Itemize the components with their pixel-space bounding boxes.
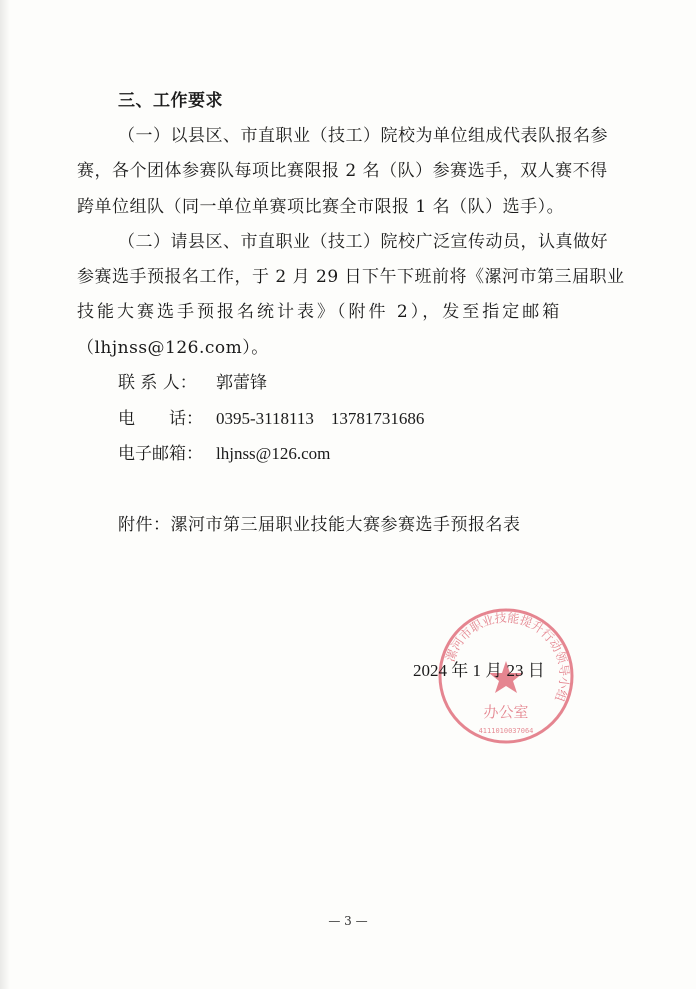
section-heading: 三、工作要求 <box>118 91 223 111</box>
contact-person-row <box>118 372 267 394</box>
contact-email-value: lhjnss@126.com <box>216 444 331 463</box>
contact-phone-value: 0395-3118113 13781731686 <box>216 409 425 428</box>
paragraph1-line2: 赛，各个团体参赛队每项比赛限报 2 名（队）参赛选手，双人赛不得 <box>77 161 608 181</box>
document-date: 2024 年 1 月 23 日 <box>413 661 545 680</box>
paragraph1-line1: （一）以县区、市直职业（技工）院校为单位组成代表队报名参 <box>118 126 608 146</box>
paragraph1-line3: 跨单位组队（同一单位单赛项比赛全市限报 1 名（队）选手）。 <box>77 197 565 217</box>
contact-email-row <box>118 443 330 465</box>
scan-shadow <box>0 0 10 989</box>
contact-person-value: 郭蕾锋 <box>216 373 267 393</box>
contact-person-label: 联 系 人： <box>118 373 197 393</box>
paragraph2-line3: 技能大赛选手预报名统计表》（附件 2），发至指定邮箱 <box>77 302 563 322</box>
paragraph2-line2: 参赛选手预报名工作，于 2 月 29 日下午下班前将《漯河市第三届职业 <box>77 267 625 287</box>
seal-bottom-text: 办公室 <box>483 703 529 721</box>
contact-phone-label: 电 话： <box>118 409 203 429</box>
seal-ring-text: 漯河市职业技能提升行动领导小组 <box>443 610 572 704</box>
paragraph2-line1: （二）请县区、市直职业（技工）院校广泛宣传动员，认真做好 <box>118 232 608 252</box>
paragraph2-line4: （lhjnss@126.com）。 <box>77 338 269 358</box>
page-number: — 3 — <box>328 914 368 928</box>
contact-phone-row <box>118 408 424 430</box>
seal-code: 4111010037064 <box>478 727 534 735</box>
attachment-note: 附件：漯河市第三届职业技能大赛参赛选手预报名表 <box>118 515 521 535</box>
contact-email-label: 电子邮箱： <box>118 444 203 464</box>
